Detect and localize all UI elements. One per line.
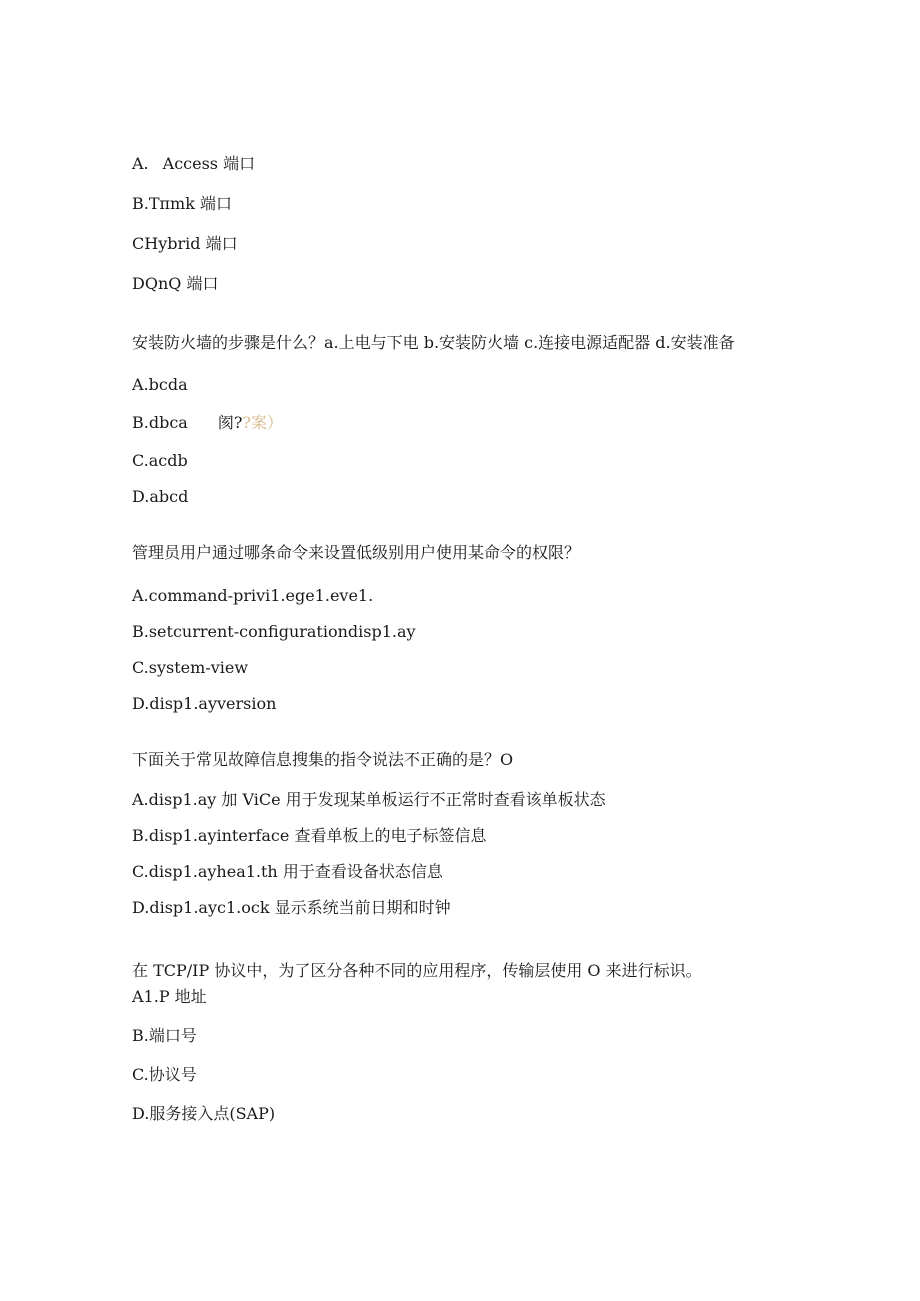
option-b: B.Tπmk 端口 <box>132 194 232 213</box>
option-a: A.command-privi1.ege1.eve1. <box>132 586 374 605</box>
option-c: C.disp1.ayhea1.th 用于查看设备状态信息 <box>132 862 443 881</box>
option-b: B.端口号 <box>132 1026 197 1045</box>
answer-note-faded: ?案） <box>242 413 284 432</box>
question-text: 管理员用户通过哪条命令来设置低级别用户使用某命令的权限？ <box>132 543 581 562</box>
option-a <box>132 154 255 174</box>
option-a: A.disp1.ay 加 ViCe 用于发现某单板运行不正常时查看该单板状态 <box>132 790 606 809</box>
option-a: A1.P 地址 <box>132 987 207 1006</box>
option-b: B.disp1.ayinterface 查看单板上的电子标签信息 <box>132 826 487 845</box>
option-c: C.system-view <box>132 658 249 677</box>
answer-note: 阂? <box>217 413 243 432</box>
option-c: C.acdb <box>132 451 188 470</box>
option-text: B.dbca <box>132 413 188 432</box>
option-d: D.disp1.ayversion <box>132 694 277 713</box>
option-a: A.bcda <box>132 375 188 394</box>
question-text: 下面关于常见故障信息搜集的指令说法不正确的是？O <box>132 750 514 769</box>
option-d: D.abcd <box>132 487 189 506</box>
option-c: CHybrid 端口 <box>132 234 238 253</box>
question-text: 安装防火墙的步骤是什么？a.上电与下电 b.安装防火墙 c.连接电源适配器 d.安装准备 <box>132 333 735 352</box>
option-text: Access 端口 <box>162 154 256 173</box>
option-b: B.setcurrent-configurationdisp1.ay <box>132 622 416 641</box>
option-c: C.协议号 <box>132 1065 197 1084</box>
option-d: D.服务接入点(SAP) <box>132 1104 276 1123</box>
option-d: D.disp1.ayc1.ock 显示系统当前日期和时钟 <box>132 898 451 917</box>
option-label: A. <box>132 154 149 173</box>
question-text: 在 TCP/IP 协议中，为了区分各种不同的应用程序，传输层使用 O 来进行标识。 <box>132 961 702 980</box>
option-d: DQnQ 端口 <box>132 274 219 293</box>
option-b <box>132 413 283 433</box>
